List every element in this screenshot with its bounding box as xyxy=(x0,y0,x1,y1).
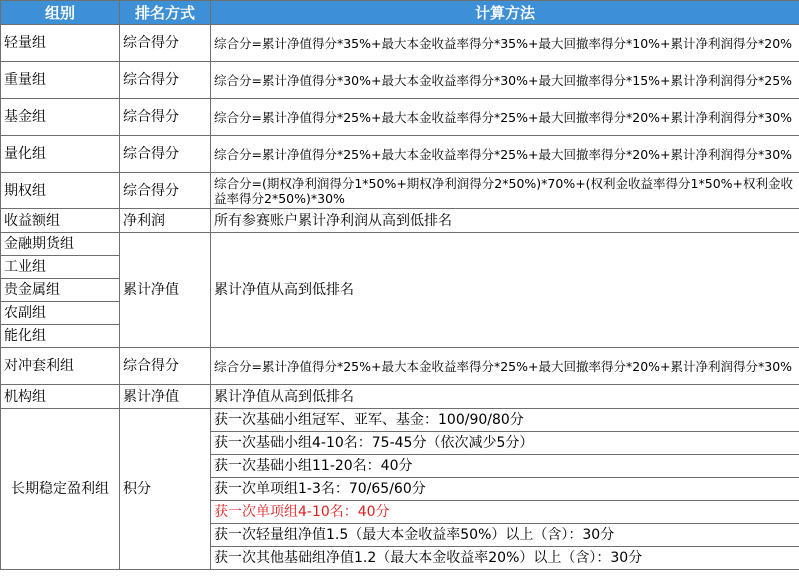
method-cell: 综合得分 xyxy=(120,136,211,173)
calc-cell: 综合分=累计净值得分*25%+最大本金收益率得分*25%+最大回撤率得分*20%+累计净利润得分*30% xyxy=(211,99,799,136)
method-cell: 综合得分 xyxy=(120,173,211,209)
calc-cell: 综合分=累计净值得分*25%+最大本金收益率得分*25%+最大回撤率得分*20%+累计净利润得分*30% xyxy=(211,136,799,173)
calc-cell: 累计净值从高到低排名 xyxy=(211,385,799,409)
group-cell: 重量组 xyxy=(1,62,120,99)
calc-cell: 获一次基础小组11-20名：40分 xyxy=(211,455,799,478)
method-cell: 综合得分 xyxy=(120,62,211,99)
group-cell: 轻量组 xyxy=(1,25,120,62)
calc-cell: 所有参赛账户累计净利润从高到低排名 xyxy=(211,209,799,233)
table-row xyxy=(1,409,799,432)
header-calc: 计算方法 xyxy=(211,1,799,25)
calc-cell: 综合分=(期权净利润得分1*50%+期权净利润得分2*50%)*70%+(权利金收益率得分1*50%+权利金收益率得分2*50%)*30% xyxy=(211,173,799,209)
table-row xyxy=(1,25,799,62)
table-row xyxy=(1,348,799,385)
calc-cell: 获一次单项组1-3名：70/65/60分 xyxy=(211,478,799,501)
calc-cell: 综合分=累计净值得分*25%+最大本金收益率得分*25%+最大回撤率得分*20%+累计净利润得分*30% xyxy=(211,348,799,385)
group-cell: 农副组 xyxy=(1,302,120,325)
table-header-row xyxy=(1,1,799,25)
group-cell: 机构组 xyxy=(1,385,120,409)
table-row xyxy=(1,385,799,409)
header-group: 组别 xyxy=(1,1,120,25)
group-cell: 长期稳定盈利组 xyxy=(1,409,120,570)
table-row xyxy=(1,99,799,136)
method-cell: 综合得分 xyxy=(120,348,211,385)
table-row xyxy=(1,233,799,256)
method-cell: 累计净值 xyxy=(120,385,211,409)
group-cell: 工业组 xyxy=(1,256,120,279)
group-cell: 收益额组 xyxy=(1,209,120,233)
calc-cell: 获一次其他基础组净值1.2（最大本金收益率20%）以上（含）：30分 xyxy=(211,547,799,570)
group-cell: 量化组 xyxy=(1,136,120,173)
group-cell: 贵金属组 xyxy=(1,279,120,302)
group-cell: 金融期货组 xyxy=(1,233,120,256)
method-cell: 综合得分 xyxy=(120,25,211,62)
table-row xyxy=(1,173,799,209)
group-cell: 期权组 xyxy=(1,173,120,209)
method-cell: 净利润 xyxy=(120,209,211,233)
header-method: 排名方式 xyxy=(120,1,211,25)
calc-cell: 获一次基础小组4-10名：75-45分（依次减少5分） xyxy=(211,432,799,455)
calc-cell-highlight: 获一次单项组4-10名：40分 xyxy=(211,501,799,524)
group-cell: 对冲套利组 xyxy=(1,348,120,385)
table-row xyxy=(1,62,799,99)
method-cell: 累计净值 xyxy=(120,233,211,348)
calc-cell: 获一次基础小组冠军、亚军、基金：100/90/80分 xyxy=(211,409,799,432)
method-cell: 积分 xyxy=(120,409,211,570)
method-cell: 综合得分 xyxy=(120,99,211,136)
calc-cell: 综合分=累计净值得分*30%+最大本金收益率得分*30%+最大回撤率得分*15%+累计净利润得分*25% xyxy=(211,62,799,99)
calc-cell: 获一次轻量组净值1.5（最大本金收益率50%）以上（含）：30分 xyxy=(211,524,799,547)
calc-cell: 累计净值从高到低排名 xyxy=(211,233,799,348)
table-row xyxy=(1,209,799,233)
calc-cell: 综合分=累计净值得分*35%+最大本金收益率得分*35%+最大回撤率得分*10%+累计净利润得分*20% xyxy=(211,25,799,62)
group-cell: 基金组 xyxy=(1,99,120,136)
table-row xyxy=(1,136,799,173)
group-cell: 能化组 xyxy=(1,325,120,348)
